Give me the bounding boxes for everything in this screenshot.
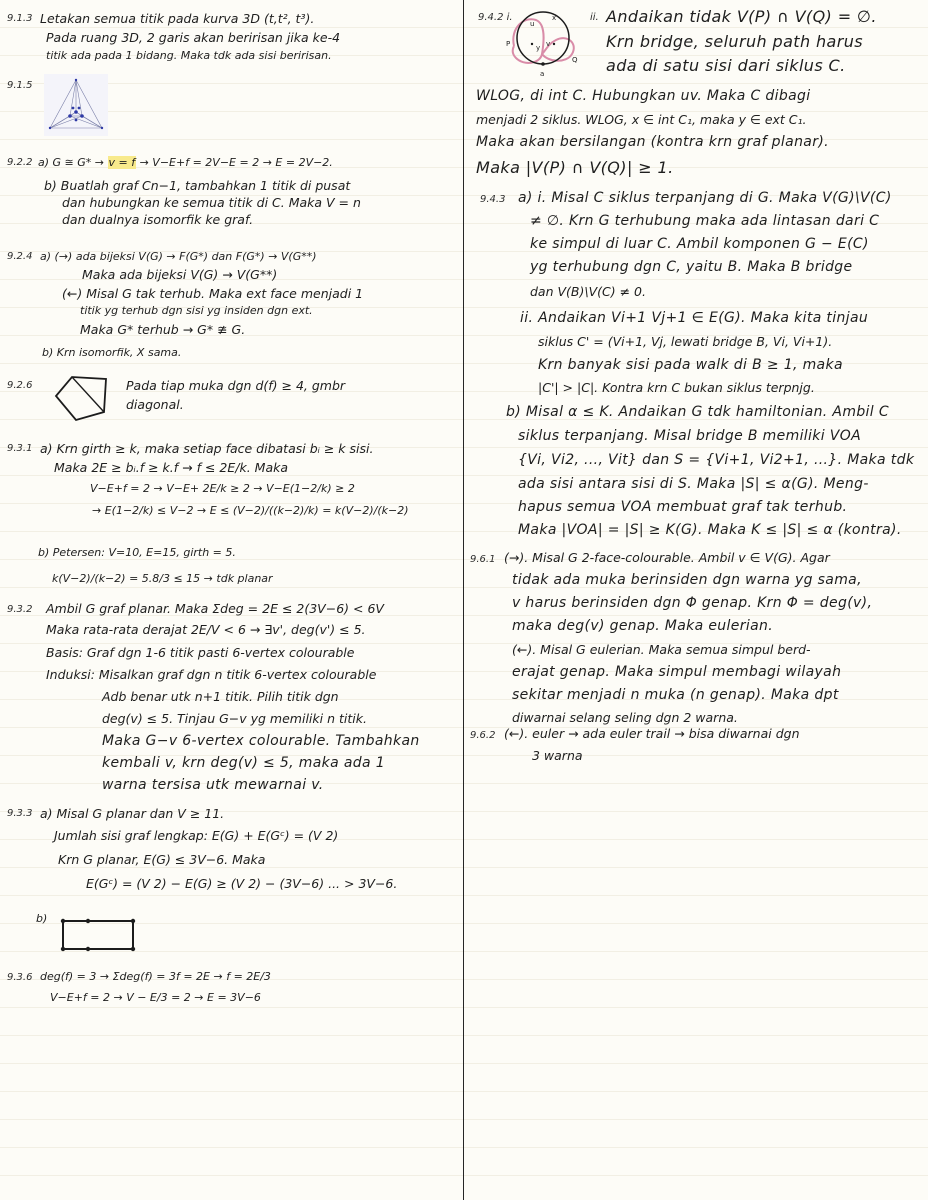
text-line: Pada ruang 3D, 2 garis akan beririsan jika ke-4 [46, 30, 341, 45]
text-line: a) Misal G planar dan V ≥ 11. [40, 806, 225, 821]
exercise-9-2-2 [0, 148, 462, 238]
path-label-q: Q [572, 56, 578, 64]
exercise-9-4-2 [466, 0, 926, 186]
graph-figure [44, 74, 108, 136]
exercise-number: 9.3.2 [7, 604, 33, 615]
vertex-label-y: y [536, 44, 541, 52]
exercise-number: 9.4.3 [480, 194, 506, 205]
exercise-number: 9.3.3 [7, 808, 33, 819]
text-line: |C'| > |C|. Kontra krn C bukan siklus terpnjg. [538, 380, 815, 395]
text-line: sekitar menjadi n muka (n genap). Maka dpt [512, 687, 839, 703]
text-line: titik ada pada 1 bidang. Maka tdk ada sisi beririsan. [46, 49, 332, 62]
vertex-label-v: v [546, 40, 551, 48]
text-line: Maka G* terhub → G* ≇ G. [80, 322, 246, 337]
part-a-result: → V−E+f = 2V−E = 2 → E = 2V−2. [139, 156, 333, 169]
text-line: Jumlah sisi graf lengkap: E(G) + E(Gᶜ) = (V 2) [54, 828, 339, 843]
exercise-9-3-2 [0, 596, 462, 802]
text-line: Maka akan bersilangan (kontra krn graf planar). [476, 134, 829, 150]
text-line: b) Misal α ≤ K. Andaikan G tdk hamiltonian. Ambil C [506, 404, 889, 420]
text-line: WLOG, di int C. Hubungkan uv. Maka C dibagi [476, 88, 811, 104]
exercise-number: 9.1.5 [7, 80, 33, 91]
text-line: warna tersisa utk mewarnai v. [102, 777, 324, 793]
pentagon-diagonal-figure [54, 374, 110, 422]
text-line: Induksi: Misalkan graf dgn n titik 6-vertex colourable [46, 667, 377, 682]
exercise-9-4-3 [466, 186, 926, 546]
exercise-9-6-1 [466, 546, 926, 726]
text-line: dan hubungkan ke semua titik di C. Maka V = n [62, 195, 361, 210]
text-line: E(Gᶜ) = (V 2) − E(G) ≥ (V 2) − (3V−6) ... > 3V−6. [86, 876, 398, 891]
text-line: → E(1−2/k) ≤ V−2 → E ≤ (V−2)/((k−2)/k) = k(V−2)/(k−2) [92, 504, 409, 517]
text-line: ≠ ∅. Krn G terhubung maka ada lintasan dari C [530, 213, 880, 229]
text-line: V−E+f = 2 → V−E+ 2E/k ≥ 2 → V−E(1−2/k) ≥ 2 [90, 482, 355, 495]
text-line: ada di satu sisi dari siklus C. [606, 56, 846, 75]
column-divider [463, 0, 464, 1200]
text-line: b) Krn isomorfik, X sama. [42, 346, 182, 359]
roman-numeral: ii. [590, 12, 599, 23]
text-line: Maka 2E ≥ bᵢ.f ≥ k.f → f ≤ 2E/k. Maka [54, 460, 288, 475]
text-line: kembali v, krn deg(v) ≤ 5, maka ada 1 [102, 755, 386, 771]
text-line: dan V(B)\V(C) ≠ 0. [530, 284, 646, 299]
text-line: Maka G−v 6-vertex colourable. Tambahkan [102, 733, 420, 749]
exercise-number: 9.6.2 [470, 730, 496, 741]
text-line: Maka |VOA| = |S| ≥ K(G). Maka K ≤ |S| ≤ α (kontra). [518, 522, 902, 538]
text-line: tidak ada muka berinsiden dgn warna yg sama, [512, 572, 862, 588]
text-line: Pada tiap muka dgn d(f) ≥ 4, gmbr [126, 378, 346, 393]
text-line: b) Buatlah graf Cn−1, tambahkan 1 titik di pusat [44, 178, 351, 193]
text-line: Krn bridge, seluruh path harus [606, 32, 863, 51]
exercise-9-2-6 [0, 372, 462, 428]
exercise-9-3-1 [0, 432, 462, 596]
exercise-9-1-5 [0, 74, 462, 140]
text-line: (←) Misal G tak terhub. Maka ext face menjadi 1 [62, 286, 364, 301]
text-line: Maka ada bijeksi V(G) → V(G**) [82, 267, 278, 282]
exercise-9-1-3 [0, 0, 462, 70]
rectangle-graph-figure [60, 918, 136, 952]
text-line: (←). Misal G eulerian. Maka semua simpul berd- [512, 642, 811, 657]
text-line: v harus berinsiden dgn Φ genap. Krn Φ = deg(v), [512, 595, 873, 611]
text-line: siklus C' = (Vi+1, Vj, lewati bridge B, Vi, Vi+1). [538, 334, 833, 349]
text-line: Krn G planar, E(G) ≤ 3V−6. Maka [58, 852, 266, 867]
text-line: (→). Misal G 2-face-colourable. Ambil v ∈ V(G). Agar [504, 550, 830, 565]
text-line: Andaikan tidak V(P) ∩ V(Q) = ∅. [606, 7, 877, 26]
exercise-number: 9.2.4 [7, 251, 33, 262]
text-line [38, 156, 333, 169]
text-line: titik yg terhub dgn sisi yg insiden dgn ext. [80, 304, 313, 317]
exercise-number: 9.2.6 [7, 380, 33, 391]
text-line: menjadi 2 siklus. WLOG, x ∈ int C₁, maka y ∈ ext C₁. [476, 112, 807, 127]
text-line: Maka |V(P) ∩ V(Q)| ≥ 1. [476, 158, 674, 177]
text-line: ii. Andaikan Vi+1 Vj+1 ∈ E(G). Maka kita tinjau [520, 310, 869, 326]
text-line: dan dualnya isomorfik ke graf. [62, 212, 254, 227]
text-line: ada sisi antara sisi di S. Maka |S| ≤ α(G). Meng- [518, 476, 869, 492]
text-line: b) Petersen: V=10, E=15, girth = 5. [38, 546, 236, 559]
text-line: diwarnai selang seling dgn 2 warna. [512, 710, 738, 725]
text-line: erajat genap. Maka simpul membagi wilayah [512, 664, 842, 680]
text-line: Adb benar utk n+1 titik. Pilih titik dgn [102, 689, 339, 704]
exercise-number: 9.6.1 [470, 554, 496, 565]
exercise-9-3-6 [0, 962, 462, 1012]
text-line: k(V−2)/(k−2) = 5.8/3 ≤ 15 → tdk planar [52, 572, 273, 585]
text-line: deg(v) ≤ 5. Tinjau G−v yg memiliki n titik. [102, 711, 367, 726]
text-line: siklus terpanjang. Misal bridge B memiliki VOA [518, 428, 862, 444]
part-a-intro: a) G ≅ G* → [38, 156, 104, 169]
text-line: Letakan semua titik pada kurva 3D (t,t², t³). [40, 11, 315, 26]
text-line: b) [36, 912, 48, 925]
text-line: deg(f) = 3 → Σdeg(f) = 3f = 2E → f = 2E/3 [40, 970, 271, 983]
vertex-label-x: x [552, 14, 557, 22]
exercise-number: 9.1.3 [7, 13, 33, 24]
vertex-label-a: a [540, 70, 545, 78]
exercise-9-3-3 [0, 804, 462, 958]
text-line: a) (→) ada bijeksi V(G) → F(G*) dan F(G*) → V(G**) [40, 250, 317, 263]
text-line: hapus semua VOA membuat graf tak terhub. [518, 499, 848, 515]
text-line: V−E+f = 2 → V − E/3 = 2 → E = 3V−6 [50, 991, 261, 1004]
text-line: (←). euler → ada euler trail → bisa diwarnai dgn [504, 726, 800, 741]
exercise-number: 9.3.6 [7, 972, 33, 983]
text-line: a) i. Misal C siklus terpanjang di G. Maka V(G)\V(C) [518, 190, 892, 206]
text-line: a) Krn girth ≥ k, maka setiap face dibatasi bᵢ ≥ k sisi. [40, 441, 374, 456]
highlighted-equation: v = f [108, 156, 136, 169]
exercise-9-2-4 [0, 242, 462, 368]
cycle-bridge-figure [506, 6, 580, 78]
text-line: Ambil G graf planar. Maka Σdeg = 2E ≤ 2(3V−6) < 6V [46, 601, 384, 616]
text-line: ke simpul di luar C. Ambil komponen G − E(C) [530, 236, 869, 252]
exercise-number: 9.4.2 i. [478, 12, 513, 23]
exercise-9-6-2 [466, 722, 926, 776]
text-line: diagonal. [126, 397, 184, 412]
exercise-number: 9.2.2 [7, 157, 33, 168]
text-line: {Vi, Vi2, ..., Vit} dan S = {Vi+1, Vi2+1, ...}. Maka tdk [518, 452, 915, 468]
text-line: Maka rata-rata derajat 2E/V < 6 → ∃v', deg(v') ≤ 5. [46, 622, 366, 637]
text-line: maka deg(v) genap. Maka eulerian. [512, 618, 774, 634]
text-line: 3 warna [532, 748, 583, 763]
text-line: Basis: Graf dgn 1-6 titik pasti 6-vertex colourable [46, 645, 355, 660]
text-line: Krn banyak sisi pada walk di B ≥ 1, maka [538, 357, 843, 373]
exercise-number: 9.3.1 [7, 443, 33, 454]
path-label-p: P [506, 40, 511, 48]
vertex-label-u: u [530, 20, 535, 28]
text-line: yg terhubung dgn C, yaitu B. Maka B bridge [530, 259, 853, 275]
